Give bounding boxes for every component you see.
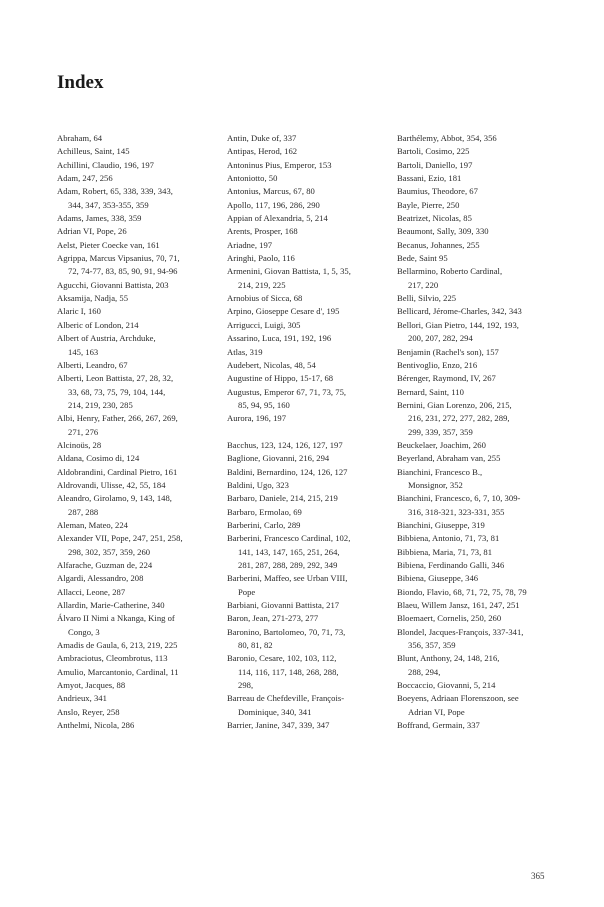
index-entry: Adams, James, 338, 359 bbox=[57, 213, 142, 224]
index-entry: Adrian VI, Pope, 26 bbox=[57, 226, 127, 237]
index-entry: Bellarmino, Roberto Cardinal, bbox=[397, 266, 503, 277]
index-entry: 299, 339, 357, 359 bbox=[408, 426, 473, 437]
index-entry: Algardi, Alessandro, 208 bbox=[57, 573, 144, 584]
index-entry: Bartoli, Cosimo, 225 bbox=[397, 146, 470, 157]
index-entry: Beyerland, Abraham van, 255 bbox=[397, 453, 501, 464]
index-entry: Bellicard, Jérome-Charles, 342, 343 bbox=[397, 306, 522, 317]
index-entry: Barberini, Maffeo, see Urban VIII, bbox=[227, 573, 348, 584]
index-entry: Boeyens, Adriaan Florenszoon, see bbox=[397, 693, 519, 704]
index-entry: Bayle, Pierre, 250 bbox=[397, 199, 460, 210]
index-entry: Bérenger, Raymond, IV, 267 bbox=[397, 373, 496, 384]
index-entry: Bianchini, Francesco B., bbox=[397, 466, 483, 477]
index-entry: Albert of Austria, Archduke, bbox=[57, 333, 156, 344]
index-entry: Atlas, 319 bbox=[227, 346, 263, 357]
index-entry: 214, 219, 230, 285 bbox=[68, 399, 133, 410]
index-entry: Achillini, Claudio, 196, 197 bbox=[57, 159, 154, 170]
index-entry: Baumius, Theodore, 67 bbox=[397, 186, 478, 197]
index-entry: Aleman, Mateo, 224 bbox=[57, 519, 129, 530]
index-entry: Arents, Prosper, 168 bbox=[227, 226, 298, 237]
index-entry: Aleandro, Girolamo, 9, 143, 148, bbox=[57, 493, 172, 504]
index-entry: Armenini, Giovan Battista, 1, 5, 35, bbox=[227, 266, 351, 277]
index-entry: Aurora, 196, 197 bbox=[227, 413, 287, 424]
index-entry: 145, 163 bbox=[68, 346, 99, 357]
index-entry: Alexander VII, Pope, 247, 251, 258, bbox=[57, 533, 183, 544]
index-entry: Barbaro, Ermolao, 69 bbox=[227, 506, 302, 517]
index-entry: Aringhi, Paolo, 116 bbox=[227, 253, 295, 264]
index-entry: Allacci, Leone, 287 bbox=[57, 586, 126, 597]
index-entry: 80, 81, 82 bbox=[238, 640, 273, 651]
index-entry: Alaric I, 160 bbox=[57, 306, 101, 317]
index-entry: Baldini, Ugo, 323 bbox=[227, 479, 289, 490]
section-gap bbox=[227, 426, 397, 439]
index-entry: Antin, Duke of, 337 bbox=[227, 133, 297, 143]
index-entry: Baronio, Cesare, 102, 103, 112, bbox=[227, 653, 337, 664]
index-entry: Biondo, Flavio, 68, 71, 72, 75, 78, 79 bbox=[397, 586, 527, 597]
index-entry: Arpino, Gioseppe Cesare d', 195 bbox=[227, 306, 340, 317]
index-entry: Anslo, Reyer, 258 bbox=[57, 706, 120, 717]
index-entry: 33, 68, 73, 75, 79, 104, 144, bbox=[68, 386, 166, 397]
index-entry: Álvaro II Nimi a Nkanga, King of bbox=[57, 613, 175, 624]
index-entry: Alberti, Leandro, 67 bbox=[57, 359, 128, 370]
index-entry: 344, 347, 353-355, 359 bbox=[68, 199, 149, 210]
index-entry: Bibbiena, Maria, 71, 73, 81 bbox=[397, 546, 493, 557]
index-entry: Alcinoüs, 28 bbox=[57, 439, 102, 450]
index-entry: Anthelmi, Nicola, 286 bbox=[57, 720, 135, 731]
index-entry: Agucchi, Giovanni Battista, 203 bbox=[57, 279, 169, 290]
index-entry: Boccaccio, Giovanni, 5, 214 bbox=[397, 680, 496, 691]
index-entry: Bianchini, Giuseppe, 319 bbox=[397, 519, 485, 530]
index-entry: Baglione, Giovanni, 216, 294 bbox=[227, 453, 330, 464]
index-entry: Aelst, Pieter Coecke van, 161 bbox=[57, 239, 160, 250]
index-entry: 287, 288 bbox=[68, 506, 99, 517]
index-entry: Beatrizet, Nicolas, 85 bbox=[397, 213, 472, 224]
index-entry: Bentivoglio, Enzo, 216 bbox=[397, 359, 478, 370]
index-entry: Alberti, Leon Battista, 27, 28, 32, bbox=[57, 373, 174, 384]
index-entry: Bibiena, Ferdinando Galli, 346 bbox=[397, 560, 505, 570]
index-entry: Audebert, Nicolas, 48, 54 bbox=[227, 359, 316, 370]
index-entry: Arrigucci, Luigi, 305 bbox=[227, 319, 301, 330]
page-title: Index bbox=[57, 72, 104, 93]
index-entry: Barreau de Chefdeville, François- bbox=[227, 693, 345, 704]
index-entry: Adam, Robert, 65, 338, 339, 343, bbox=[57, 186, 173, 197]
index-entry: Augustine of Hippo, 15-17, 68 bbox=[227, 373, 334, 384]
index-entry: Albi, Henry, Father, 266, 267, 269, bbox=[57, 413, 178, 424]
index-entry: Bassani, Ezio, 181 bbox=[397, 173, 462, 184]
index-entry: Barbiani, Giovanni Battista, 217 bbox=[227, 600, 340, 611]
index-entry: 288, 294, bbox=[408, 666, 441, 677]
index-entry: Aldobrandini, Cardinal Pietro, 161 bbox=[57, 466, 178, 477]
index-entry: Alfarache, Guzman de, 224 bbox=[57, 560, 153, 570]
index-entry: 85, 94, 95, 160 bbox=[238, 399, 290, 410]
index-entry: Bibiena, Giuseppe, 346 bbox=[397, 573, 479, 584]
index-entry: Dominique, 340, 341 bbox=[238, 706, 312, 717]
index-entry: Amyot, Jacques, 88 bbox=[57, 680, 126, 691]
index-entry: Pope bbox=[238, 586, 256, 597]
index-entry: 356, 357, 359 bbox=[408, 640, 456, 651]
index-entry: 298, 302, 357, 359, 260 bbox=[68, 546, 151, 557]
index-entry: Belli, Silvio, 225 bbox=[397, 293, 457, 304]
index-entry: Alberic of London, 214 bbox=[57, 319, 139, 330]
index-entry: Bernard, Saint, 110 bbox=[397, 386, 464, 397]
index-column-3 bbox=[397, 132, 567, 732]
index-entry: Bibbiena, Antonio, 71, 73, 81 bbox=[397, 533, 500, 544]
index-entry: Antonius, Marcus, 67, 80 bbox=[227, 186, 315, 197]
index-entry: Amadis de Gaula, 6, 213, 219, 225 bbox=[57, 640, 178, 651]
index-entry: Bacchus, 123, 124, 126, 127, 197 bbox=[227, 439, 343, 450]
index-entry: Assarino, Luca, 191, 192, 196 bbox=[227, 333, 332, 344]
index-entry: Antoninus Pius, Emperor, 153 bbox=[227, 159, 332, 170]
index-entry: Bianchini, Francesco, 6, 7, 10, 309- bbox=[397, 493, 521, 504]
index-entry: Bartoli, Daniello, 197 bbox=[397, 159, 473, 170]
index-entry: Amulio, Marcantonio, Cardinal, 11 bbox=[57, 666, 179, 677]
index-entry: Congo, 3 bbox=[68, 626, 100, 637]
index-entry: Bernini, Gian Lorenzo, 206, 215, bbox=[397, 399, 512, 410]
index-entry: Antipas, Herod, 162 bbox=[227, 146, 298, 157]
index-entry: Boffrand, Germain, 337 bbox=[397, 720, 480, 731]
index-entry: Allardin, Marie-Catherine, 340 bbox=[57, 600, 165, 611]
index-entry: Beuckelaer, Joachim, 260 bbox=[397, 439, 486, 450]
index-entry: 281, 287, 288, 289, 292, 349 bbox=[238, 560, 338, 570]
index-entry: Adrian VI, Pope bbox=[408, 706, 465, 717]
index-entry: Becanus, Johannes, 255 bbox=[397, 239, 480, 250]
index-entry: Agrippa, Marcus Vipsanius, 70, 71, bbox=[57, 253, 180, 264]
index-entry: Aldana, Cosimo di, 124 bbox=[57, 453, 140, 464]
index-column-2 bbox=[227, 132, 397, 732]
index-entry: Antoniotto, 50 bbox=[227, 173, 278, 184]
index-entry: Aldrovandi, Ulisse, 42, 55, 184 bbox=[57, 479, 166, 490]
index-entry: Ambraciotus, Cleombrotus, 113 bbox=[57, 653, 168, 664]
index-entry: Appian of Alexandria, 5, 214 bbox=[227, 213, 328, 224]
index-entry: Baron, Jean, 271-273, 277 bbox=[227, 613, 319, 624]
index-entry: 214, 219, 225 bbox=[238, 279, 286, 290]
index-entry: Beaumont, Sally, 309, 330 bbox=[397, 226, 489, 237]
index-entry: Blunt, Anthony, 24, 148, 216, bbox=[397, 653, 500, 664]
index-entry: Bloemaert, Cornelis, 250, 260 bbox=[397, 613, 502, 624]
page-number: 365 bbox=[531, 871, 545, 881]
index-entry: Barberini, Francesco Cardinal, 102, bbox=[227, 533, 351, 544]
index-entry: Monsignor, 352 bbox=[408, 479, 463, 490]
index-entry: Bellori, Gian Pietro, 144, 192, 193, bbox=[397, 319, 519, 330]
index-entry: Barthélemy, Abbot, 354, 356 bbox=[397, 133, 497, 143]
index-entry: Bede, Saint 95 bbox=[397, 253, 448, 264]
index-entry: Apollo, 117, 196, 286, 290 bbox=[227, 199, 320, 210]
index-entry: 114, 116, 117, 148, 268, 288, bbox=[238, 666, 339, 677]
index-entry: Baronino, Bartolomeo, 70, 71, 73, bbox=[227, 626, 346, 637]
index-entry: Ariadne, 197 bbox=[227, 239, 273, 250]
index-entry: Abraham, 64 bbox=[57, 133, 103, 143]
index-entry: 316, 318-321, 323-331, 355 bbox=[408, 506, 505, 517]
index-entry: Benjamin (Rachel's son), 157 bbox=[397, 346, 499, 357]
index-entry: Barbaro, Daniele, 214, 215, 219 bbox=[227, 493, 338, 504]
index-entry: 217, 220 bbox=[408, 279, 439, 290]
index-entry: Augustus, Emperor 67, 71, 73, 75, bbox=[227, 386, 347, 397]
index-column-1 bbox=[57, 132, 227, 732]
index-entry: Andrieux, 341 bbox=[57, 693, 107, 704]
index-entry: Achilleus, Saint, 145 bbox=[57, 146, 130, 157]
index-entry: 200, 207, 282, 294 bbox=[408, 333, 473, 344]
index-entry: Barberini, Carlo, 289 bbox=[227, 519, 301, 530]
index-entry: Blondel, Jacques-François, 337-341, bbox=[397, 626, 524, 637]
index-entry: Aksamija, Nadja, 55 bbox=[57, 293, 129, 304]
index-entry: Blaeu, Willem Jansz, 161, 247, 251 bbox=[397, 600, 520, 611]
index-entry: Barrier, Janine, 347, 339, 347 bbox=[227, 720, 330, 731]
index-entry: Arnobius of Sicca, 68 bbox=[227, 293, 303, 304]
index-entry: Adam, 247, 256 bbox=[57, 173, 113, 184]
index-entry: 298, bbox=[238, 680, 254, 691]
index-entry: Baldini, Bernardino, 124, 126, 127 bbox=[227, 466, 348, 477]
index-entry: 216, 231, 272, 277, 282, 289, bbox=[408, 413, 510, 424]
index-entry: 271, 276 bbox=[68, 426, 99, 437]
index-entry: 141, 143, 147, 165, 251, 264, bbox=[238, 546, 340, 557]
index-entry: 72, 74-77, 83, 85, 90, 91, 94-96 bbox=[68, 266, 178, 277]
